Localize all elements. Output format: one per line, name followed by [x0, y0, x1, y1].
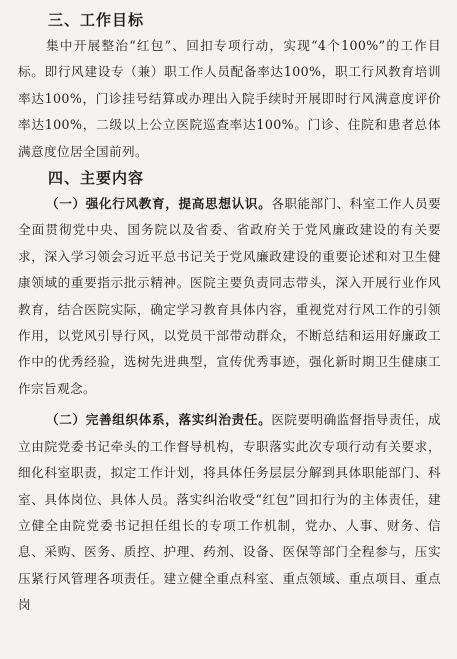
content-item-2-title: （二）完善组织体系，落实纠治责任。	[46, 412, 272, 428]
section-heading-goals: 三、工作目标	[48, 11, 145, 29]
goals-paragraph: 集中开展整治“红包”、回扣专项行动，实现“4个100%”的工作目标。即行风建设专（兼）职工作人员配备率达100%，职工行风教育培训率达100%，门诊挂号结算或办理出入院手续时开展即时行风满意度评价率达100%，二级以上公立医院巡查率达100%。门诊、住院和患者总体满意度位居全国前列。	[18, 38, 441, 159]
content-item-2	[18, 407, 441, 618]
content-item-1-body: 各职能部门、科室工作人员要全面贯彻党中央、国务院以及省委、省政府关于党风廉政建设的有关要求，深入学习领会习近平总书记关于党风廉政建设的重要论述和对卫生健康领域的重要指示批示精神。医院主要负责同志带头，深入开展行业作风教育，结合医院实际，确定学习教育具体内容，重视党对行风工作的引领作用，以党风引导行风，以党员干部带动群众，不断总结和运用好廉政工作中的优秀经验，选树先进典型，宣传优秀事迹，强化新时期卫生健康工作宗旨观念。	[18, 196, 441, 396]
section-heading-content: 四、主要内容	[48, 169, 145, 188]
content-item-1	[18, 191, 441, 402]
content-item-2-body: 医院要明确监督指导责任，成立由院党委书记牵头的工作督导机构，专职落实此次专项行动有关要求，细化科室职责，拟定工作计划，将具体任务层层分解到具体职能部门、科室、具体岗位、具体人员。落实纠治收受“红包”回扣行为的主体责任，建立健全由院党委书记担任组长的专项工作机制，党办、人事、财务、信息、采购、医务、质控、护理、药剂、设备、医保等部门全程参与，压实压紧行风管理各项责任。建立健全重点科室、重点领域、重点项目、重点岗	[18, 412, 441, 613]
content-item-1-title: （一）强化行风教育，提高思想认识。	[46, 196, 272, 212]
